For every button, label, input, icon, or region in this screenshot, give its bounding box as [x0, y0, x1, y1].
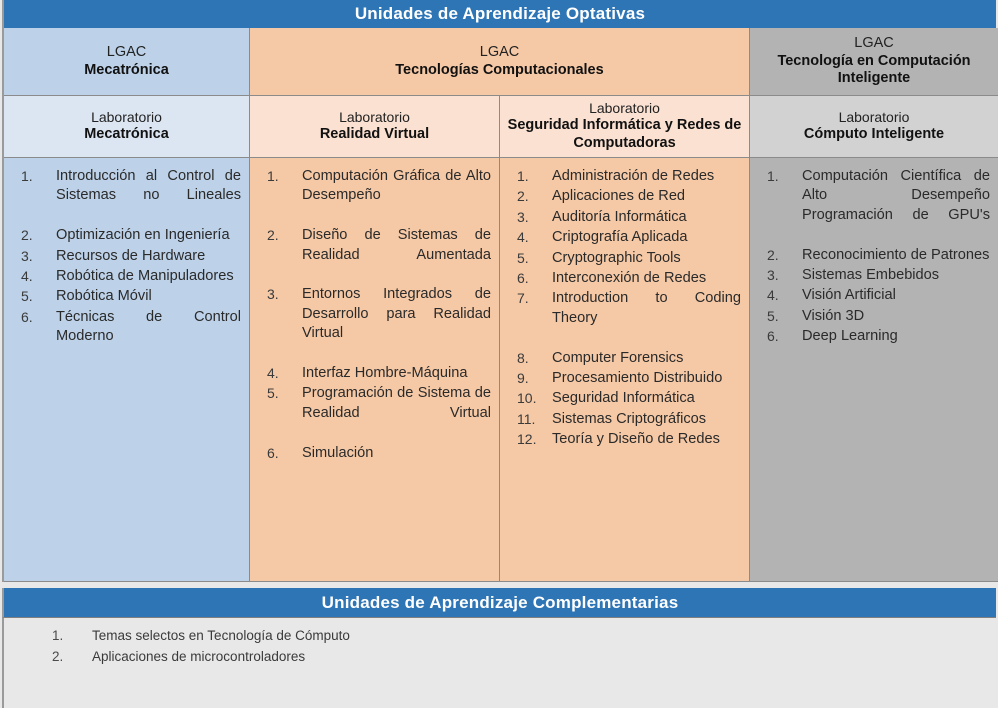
lab-label: Laboratorio: [589, 100, 660, 117]
list-item: [4, 267, 241, 286]
optativas-section-header: [2, 0, 996, 28]
list-item-label: Aplicaciones de microcontroladores: [92, 648, 306, 664]
lab-name: Seguridad Informática y Redes de Computadoras: [507, 117, 742, 152]
list-item-label: Computación Gráfica de Alto Desempeño: [302, 168, 491, 204]
lab-label: Laboratorio: [838, 109, 910, 126]
list-item-label: Computación Científica de Alto Desempeño Programación de GPU's: [802, 168, 990, 223]
complementarias-panel: [2, 618, 996, 708]
lgac-name: Mecatrónica: [84, 61, 169, 78]
list-item-label: Cryptographic Tools: [552, 249, 681, 266]
optativas-title: Unidades de Aprendizaje Optativas: [354, 4, 646, 23]
complementarias-section-header: [2, 588, 996, 618]
list-item-label: Optimización en Ingeniería: [56, 227, 230, 244]
list-item-label: Introducción al Control de Sistemas no Lineales: [56, 168, 241, 204]
complementarias-title: Unidades de Aprendizaje Complementarias: [321, 592, 679, 612]
list-item: [500, 208, 741, 227]
lgac-cell-tecnologias-computacionales: [250, 28, 750, 96]
complementarias-list: [4, 618, 996, 668]
list-item: [4, 226, 241, 245]
list-item-label: Sistemas Embebidos: [802, 267, 940, 284]
list-item-label: Auditoría Informática: [552, 208, 687, 225]
list-item: [250, 167, 491, 225]
list-item-label: Visión Artificial: [802, 287, 896, 304]
list-item-label: Recursos de Hardware: [56, 247, 206, 264]
lgac-label: LGAC: [854, 34, 894, 51]
lab-name: Cómputo Inteligente: [803, 126, 945, 143]
list-item: [500, 269, 741, 288]
list-item: [4, 167, 241, 225]
course-list-cell-seguridad-informatica: [500, 158, 750, 582]
list-item-label: Seguridad Informática: [552, 390, 695, 407]
list-item-label: Introduction to Coding Theory: [552, 290, 741, 326]
list-item-label: Simulación: [302, 444, 374, 461]
lgac-cell-mecatronica: [4, 28, 250, 96]
list-item: [250, 444, 491, 463]
list-item: [750, 266, 990, 285]
list-item: [750, 327, 990, 346]
lgac-label: LGAC: [106, 43, 147, 60]
course-list-cell-realidad-virtual: [250, 158, 500, 582]
list-item-label: Administración de Redes: [552, 168, 715, 184]
list-item-label: Interfaz Hombre-Máquina: [302, 365, 468, 382]
list-item-label: Aplicaciones de Red: [552, 188, 686, 205]
list-item-label: Entornos Integrados de Desarrollo para Realidad Virtual: [302, 286, 491, 342]
list-item: [500, 187, 741, 206]
lab-name: Mecatrónica: [84, 126, 169, 143]
list-item: [750, 286, 990, 305]
list-item-label: Temas selectos en Tecnología de Cómputo: [92, 628, 350, 643]
lab-label: Laboratorio: [91, 109, 162, 126]
list-item: [500, 389, 741, 408]
list-item-label: Técnicas de Control Moderno: [56, 308, 241, 345]
list-item: [500, 369, 741, 388]
lgac-name: Tecnologías Computacionales: [395, 61, 604, 78]
lgac-name: Tecnología en Computación Inteligente: [777, 52, 971, 87]
list-item: [250, 226, 491, 284]
course-list: [750, 158, 998, 356]
lgac-cell-computacion-inteligente: [750, 28, 998, 96]
list-item: [4, 308, 241, 366]
lab-cell-computo-inteligente: [750, 96, 998, 158]
course-list: [250, 158, 499, 472]
list-item: [4, 287, 241, 306]
list-item: [4, 626, 996, 647]
list-item: [500, 249, 741, 268]
lab-cell-seguridad-informatica: [500, 96, 750, 158]
list-item: [750, 167, 990, 245]
list-item-label: Sistemas Criptográficos: [552, 410, 707, 427]
optativas-grid: [2, 28, 996, 582]
list-item-label: Teoría y Diseño de Redes: [552, 431, 720, 448]
list-item-label: Visión 3D: [802, 307, 865, 324]
list-item: [4, 247, 241, 266]
list-item: [500, 430, 741, 449]
lgac-label: LGAC: [479, 43, 520, 60]
list-item: [250, 364, 491, 383]
lab-name: Realidad Virtual: [319, 126, 430, 143]
list-item-label: Robótica de Manipuladores: [56, 268, 234, 285]
list-item: [500, 410, 741, 429]
list-item: [500, 167, 741, 186]
list-item: [250, 285, 491, 363]
list-item: [500, 349, 741, 368]
list-item-label: Procesamiento Distribuido: [552, 370, 723, 387]
list-item-label: Reconocimiento de Patrones: [802, 246, 990, 263]
list-item: [250, 384, 491, 442]
list-item-label: Interconexión de Redes: [552, 270, 707, 287]
list-item: [500, 228, 741, 247]
list-item: [4, 647, 996, 668]
lab-label: Laboratorio: [339, 109, 410, 126]
course-list-cell-mecatronica: [4, 158, 250, 582]
list-item-label: Programación de Sistema de Realidad Virtual: [302, 385, 491, 421]
list-item: [500, 289, 741, 347]
list-item-label: Robótica Móvil: [56, 288, 152, 305]
list-item: [750, 246, 990, 265]
list-item-label: Criptografía Aplicada: [552, 229, 688, 246]
list-item-label: Deep Learning: [802, 328, 898, 345]
course-list-cell-computo-inteligente: [750, 158, 998, 582]
list-item-label: Computer Forensics: [552, 349, 684, 366]
course-list: [500, 158, 749, 459]
list-item-label: Diseño de Sistemas de Realidad Aumentada: [302, 227, 491, 263]
lab-cell-mecatronica: [4, 96, 250, 158]
list-item: [750, 307, 990, 326]
lab-cell-realidad-virtual: [250, 96, 500, 158]
course-list: [4, 158, 249, 375]
